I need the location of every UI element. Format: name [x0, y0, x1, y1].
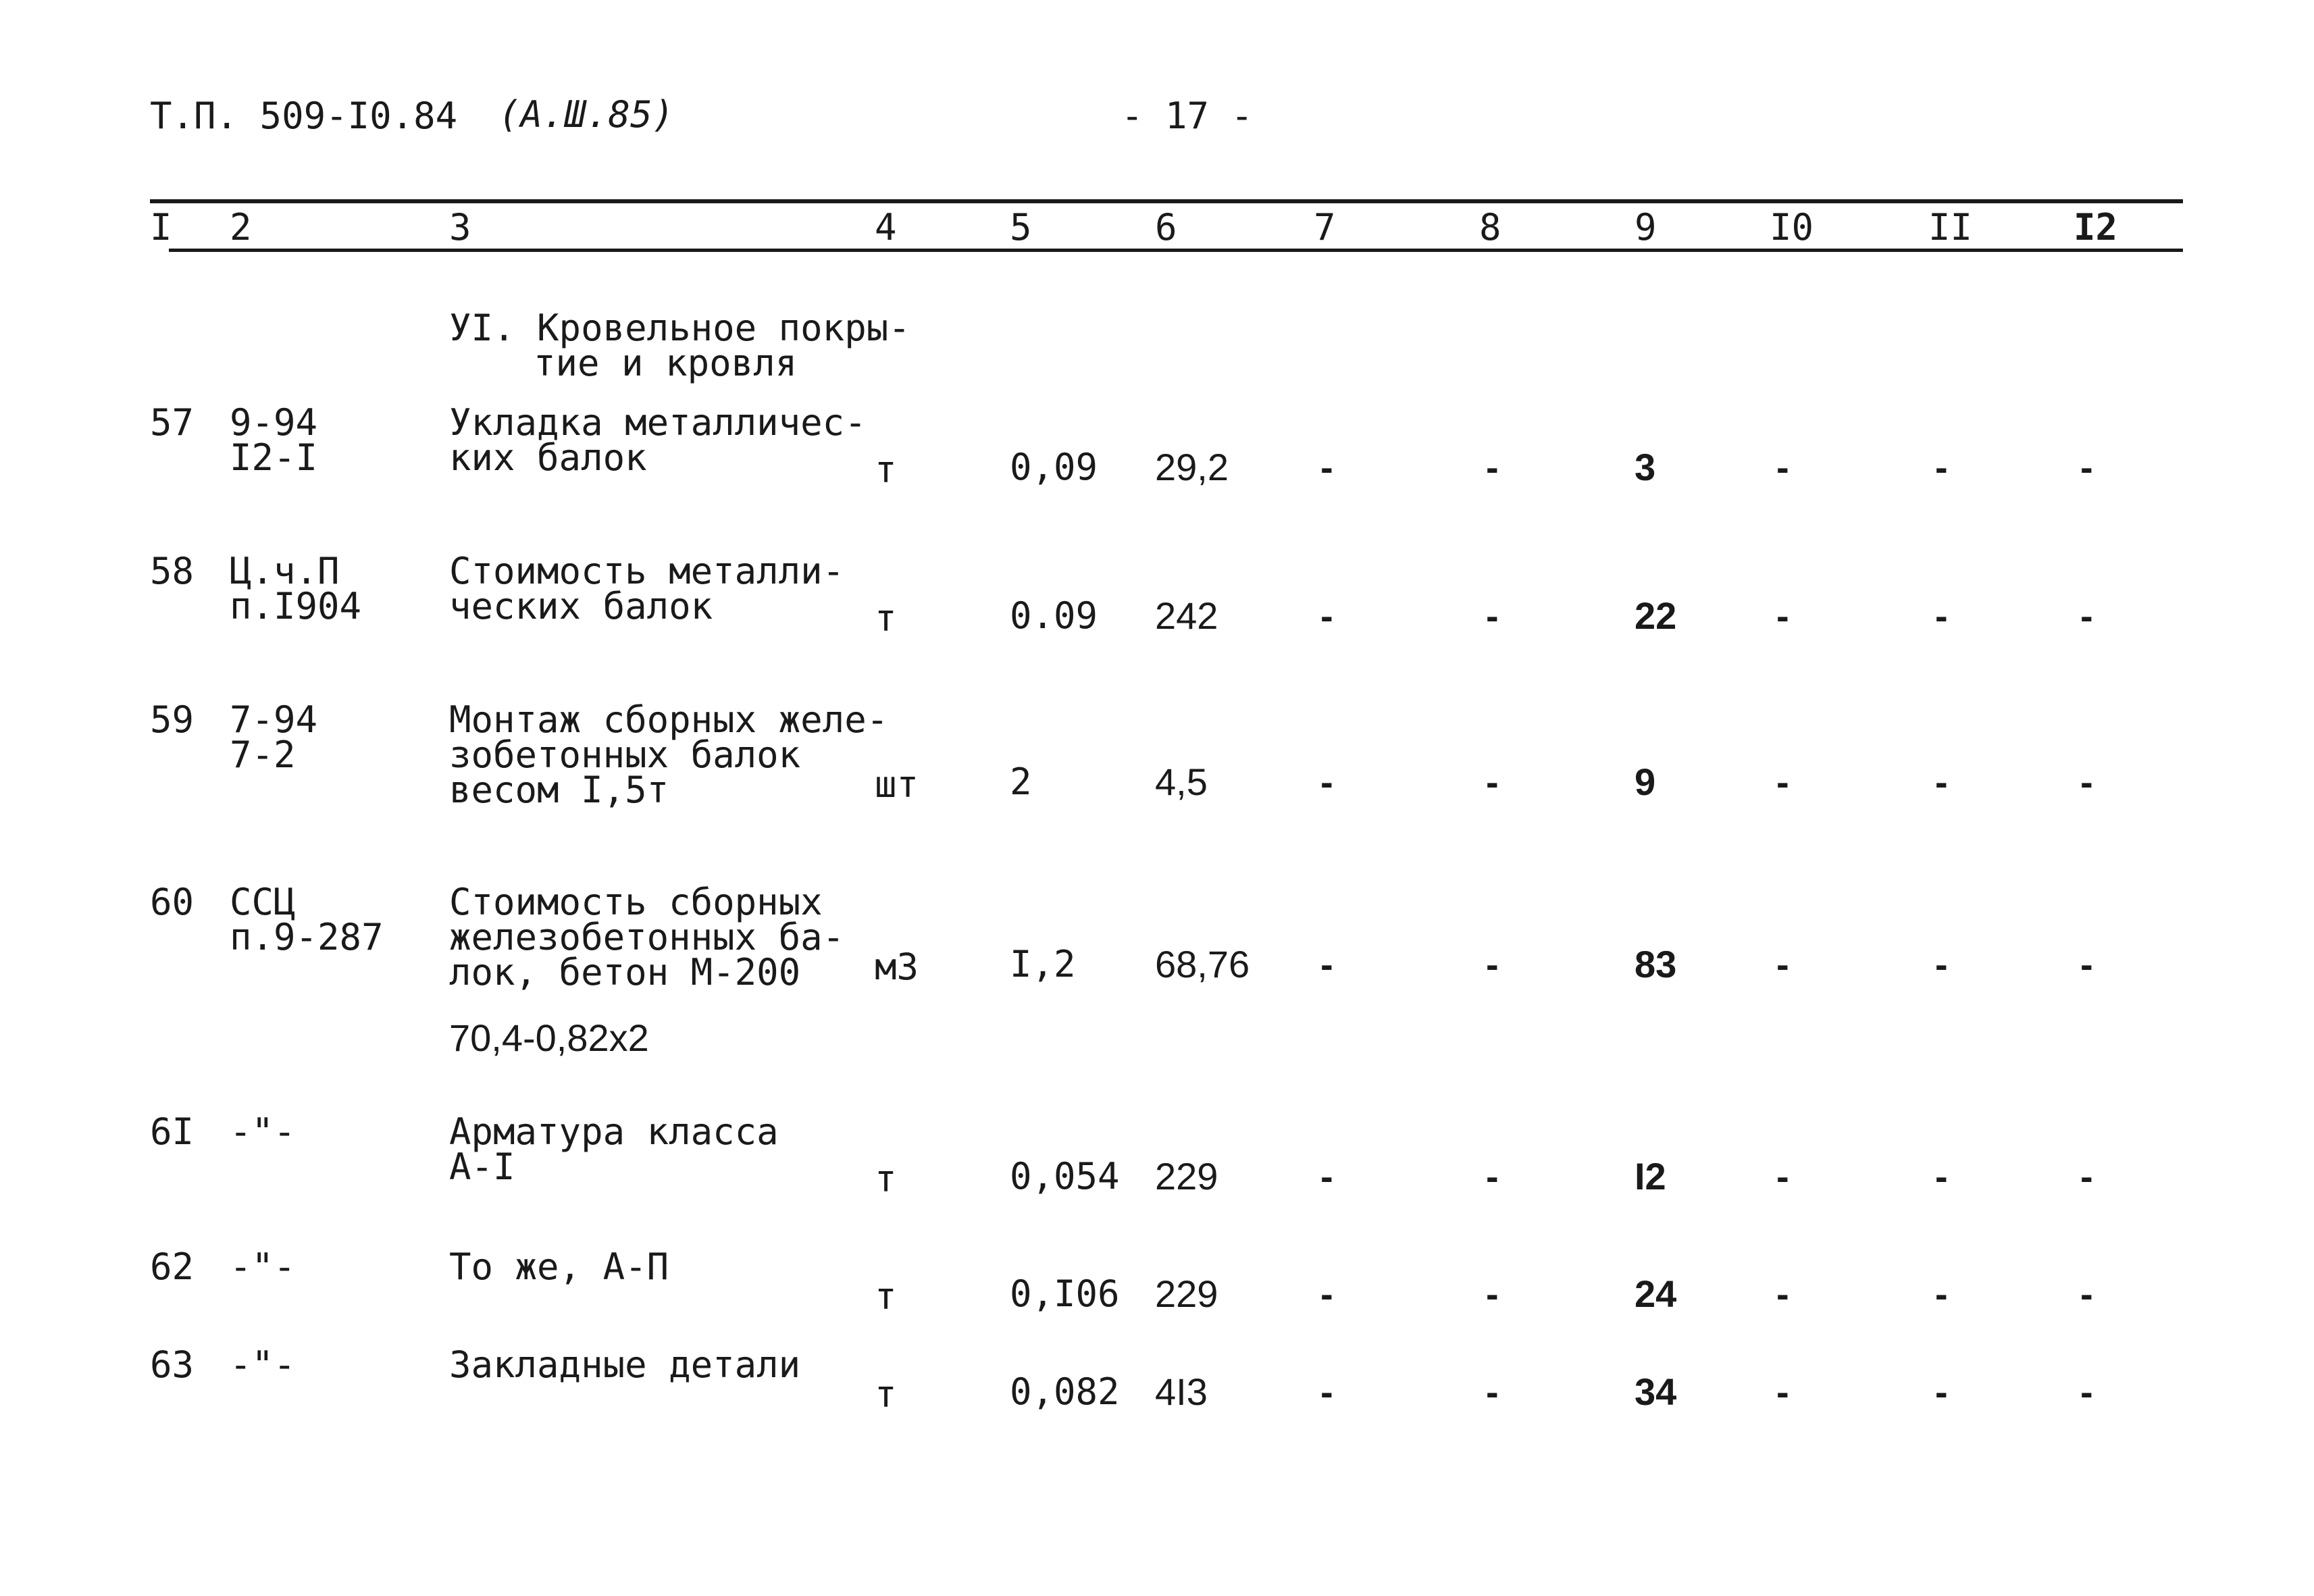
cost-cell-c9: 83 — [1635, 943, 1677, 985]
cost-cell-c12: - — [2080, 1155, 2093, 1198]
quantity: 2 — [1010, 761, 1032, 803]
cost-cell-c12: - — [2080, 943, 2093, 985]
cost-cell-c12: - — [2080, 761, 2093, 803]
unit-of-measure: т — [875, 597, 897, 640]
cost-cell-c10: - — [1776, 943, 1789, 985]
work-description: весом I,5т — [449, 769, 669, 811]
row-number: 58 — [150, 550, 195, 592]
column-number: 2 — [230, 206, 252, 249]
work-description: Укладка металличес- — [449, 401, 867, 444]
column-number: 6 — [1155, 206, 1177, 249]
unit-price: 4I3 — [1155, 1370, 1208, 1413]
quantity: I,2 — [1010, 943, 1076, 985]
cost-cell-c10: - — [1776, 1155, 1789, 1198]
norm-code: -"- — [230, 1110, 296, 1153]
cost-cell-c10: - — [1776, 761, 1789, 803]
cost-cell-c11: - — [1935, 594, 1948, 637]
cost-cell-c10: - — [1776, 446, 1789, 488]
cost-cell-c9: I2 — [1635, 1155, 1666, 1198]
cost-cell-c11: - — [1935, 1155, 1948, 1198]
column-number: I — [150, 206, 172, 249]
cost-cell-c7: - — [1320, 943, 1333, 985]
cost-cell-c11: - — [1935, 446, 1948, 488]
quantity: 0,09 — [1010, 446, 1098, 488]
norm-code: п.I904 — [230, 585, 362, 627]
row-number: 59 — [150, 698, 195, 741]
column-number: 9 — [1635, 206, 1657, 249]
norm-code: 9-94 — [230, 401, 318, 444]
work-description: То же, А-П — [449, 1245, 669, 1288]
row-number: 62 — [150, 1245, 195, 1288]
cost-cell-c11: - — [1935, 943, 1948, 985]
cost-cell-c7: - — [1320, 1272, 1333, 1315]
cost-cell-c7: - — [1320, 1370, 1333, 1413]
unit-price: 4,5 — [1155, 761, 1208, 803]
norm-code: п.9-287 — [230, 916, 384, 958]
quantity: 0.09 — [1010, 594, 1098, 637]
cost-cell-c9: 24 — [1635, 1272, 1677, 1315]
work-description: А-I — [449, 1145, 515, 1188]
row-number: 57 — [150, 401, 195, 444]
work-description: ких балок — [449, 436, 647, 479]
norm-code: ССЦ — [230, 881, 296, 923]
column-number: 3 — [449, 206, 471, 249]
page-number: - 17 - — [1121, 95, 1254, 137]
norm-code: -"- — [230, 1245, 296, 1288]
table-header-bottom-rule — [169, 249, 2183, 252]
cost-cell-c7: - — [1320, 761, 1333, 803]
cost-cell-c11: - — [1935, 1272, 1948, 1315]
unit-of-measure: т — [875, 448, 897, 491]
section-title-line: тие и кровля — [534, 342, 798, 384]
section-title — [449, 307, 910, 384]
work-description: Монтаж сборных желе- — [449, 698, 889, 741]
column-number: 4 — [875, 206, 897, 249]
work-description: лок, бетон М-200 — [449, 951, 801, 994]
cost-cell-c7: - — [1320, 594, 1333, 637]
cost-cell-c11: - — [1935, 761, 1948, 803]
unit-price: 68,76 — [1155, 943, 1250, 985]
work-description: ческих балок — [449, 585, 713, 627]
cost-cell-c7: - — [1320, 446, 1333, 488]
row-number: 60 — [150, 881, 195, 923]
cost-cell-c8: - — [1486, 1155, 1499, 1198]
norm-code: 7-94 — [230, 698, 318, 741]
column-number: 8 — [1479, 206, 1501, 249]
row-number: 63 — [150, 1343, 195, 1386]
cost-cell-c10: - — [1776, 594, 1789, 637]
unit-price: 229 — [1155, 1272, 1218, 1315]
cost-cell-c11: - — [1935, 1370, 1948, 1413]
quantity: 0,082 — [1010, 1370, 1120, 1413]
column-number: II — [1928, 206, 1973, 249]
cost-cell-c10: - — [1776, 1370, 1789, 1413]
column-number: I2 — [2074, 206, 2118, 249]
column-number: 5 — [1010, 206, 1032, 249]
cost-cell-c9: 9 — [1635, 761, 1656, 803]
cost-cell-c8: - — [1486, 1272, 1499, 1315]
cost-cell-c10: - — [1776, 1272, 1789, 1315]
cost-cell-c9: 34 — [1635, 1370, 1677, 1413]
document-note: (А.Ш.85) — [498, 93, 675, 136]
column-number: I0 — [1770, 206, 1814, 249]
norm-code: 7-2 — [230, 733, 296, 776]
unit-price: 29,2 — [1155, 446, 1229, 488]
cost-cell-c8: - — [1486, 446, 1499, 488]
cost-cell-c12: - — [2080, 446, 2093, 488]
unit-of-measure: шт — [875, 763, 919, 806]
cost-cell-c9: 22 — [1635, 594, 1677, 637]
unit-price: 242 — [1155, 594, 1218, 637]
row-number: 6I — [150, 1110, 195, 1153]
norm-code: I2-I — [230, 436, 318, 479]
document-reference: Т.П. 509-I0.84 — [150, 95, 458, 137]
cost-cell-c8: - — [1486, 594, 1499, 637]
cost-cell-c7: - — [1320, 1155, 1333, 1198]
cost-cell-c12: - — [2080, 1272, 2093, 1315]
unit-of-measure: т — [875, 1275, 897, 1318]
unit-of-measure: м3 — [875, 946, 919, 988]
quantity: 0,054 — [1010, 1155, 1120, 1198]
work-description: Стоимость сборных — [449, 881, 823, 923]
norm-code: Ц.ч.П — [230, 550, 340, 592]
cost-cell-c8: - — [1486, 1370, 1499, 1413]
unit-of-measure: т — [875, 1373, 897, 1416]
cost-cell-c12: - — [2080, 594, 2093, 637]
cost-cell-c9: 3 — [1635, 446, 1656, 488]
cost-cell-c8: - — [1486, 761, 1499, 803]
work-description: Закладные детали — [449, 1343, 801, 1386]
quantity: 0,I06 — [1010, 1272, 1120, 1315]
work-description: железобетонных ба- — [449, 916, 845, 958]
column-number: 7 — [1314, 206, 1336, 249]
work-description: Стоимость металли- — [449, 550, 845, 592]
work-description: Арматура класса — [449, 1110, 779, 1153]
calculation-note: 70,4-0,82х2 — [449, 1016, 649, 1059]
unit-of-measure: т — [875, 1158, 897, 1200]
cost-cell-c12: - — [2080, 1370, 2093, 1413]
section-title-line: УI. Кровельное покры- — [449, 307, 910, 349]
norm-code: -"- — [230, 1343, 296, 1386]
work-description: зобетонных балок — [449, 733, 801, 776]
unit-price: 229 — [1155, 1155, 1218, 1198]
cost-cell-c8: - — [1486, 943, 1499, 985]
table-top-rule — [150, 199, 2183, 203]
